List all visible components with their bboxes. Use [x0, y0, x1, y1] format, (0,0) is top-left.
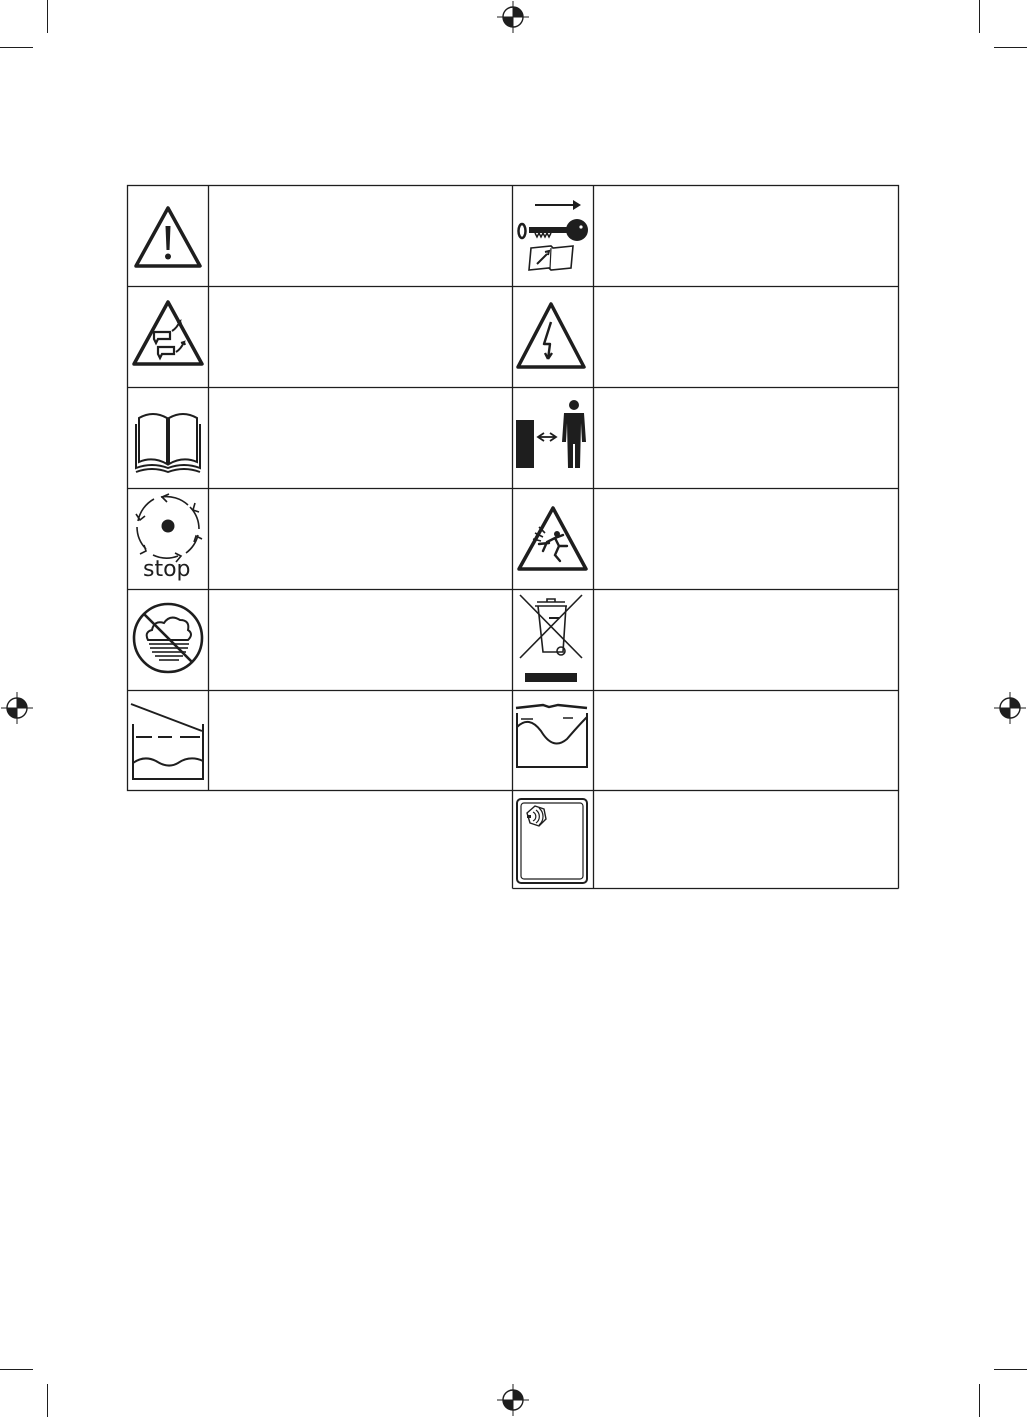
keep-bystanders-away-icon	[513, 388, 593, 488]
table-row	[128, 691, 208, 791]
registration-mark-icon	[993, 691, 1027, 725]
remove-key-read-manual-icon	[513, 186, 593, 286]
table-row	[513, 388, 593, 488]
ejected-objects-warning-icon	[128, 287, 208, 387]
table-row	[513, 186, 593, 286]
table-row	[128, 186, 208, 286]
table-row	[513, 489, 593, 589]
lid-open-level-icon	[128, 691, 208, 791]
stop-label: stop	[143, 557, 191, 582]
electric-shock-warning-icon	[513, 287, 593, 387]
full-container-icon	[513, 691, 593, 791]
table-row	[128, 287, 208, 387]
registration-mark-icon	[496, 0, 530, 34]
cutting-hazard-warning-icon	[513, 489, 593, 589]
crop-mark	[47, 0, 48, 33]
read-manual-icon	[128, 388, 208, 488]
table-row	[128, 388, 208, 488]
registration-mark-icon	[496, 1383, 530, 1417]
table-row	[513, 791, 593, 888]
crop-mark	[0, 47, 33, 48]
table-row	[128, 489, 208, 589]
registration-mark-icon	[0, 691, 34, 725]
crop-mark	[979, 0, 980, 33]
table-row	[513, 287, 593, 387]
table-row	[513, 590, 593, 690]
table-row	[513, 691, 593, 791]
crop-mark	[994, 1369, 1027, 1370]
crop-mark	[994, 47, 1027, 48]
weee-disposal-icon	[513, 590, 593, 690]
warning-triangle-icon	[128, 186, 208, 286]
table-row	[128, 590, 208, 690]
crop-mark	[979, 1384, 980, 1417]
sound-power-label-icon	[513, 791, 593, 888]
no-rain-icon	[128, 590, 208, 690]
crop-mark	[47, 1384, 48, 1417]
crop-mark	[0, 1369, 33, 1370]
